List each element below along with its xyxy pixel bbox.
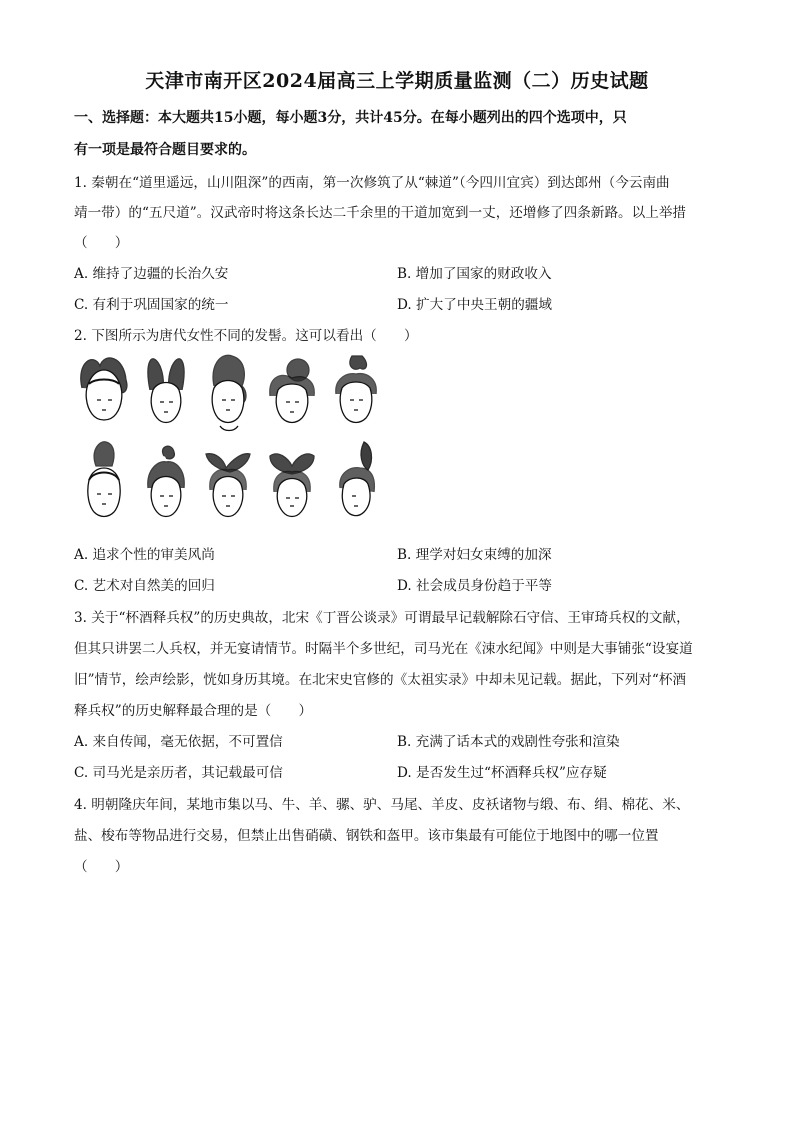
q3-stem-line-4: 释兵权”的历史解释最合理的是（ ） xyxy=(74,703,313,719)
q3-stem-line-3: 旧”情节，绘声绘影，恍如身历其境。在北宋史官修的《太祖实录》中却未见记载。据此，下列对“杯酒 xyxy=(74,672,687,688)
q2-option-c: C. 艺术对自然美的回归 xyxy=(74,578,215,594)
q1-option-d: D. 扩大了中央王朝的疆域 xyxy=(397,297,552,313)
hairstyle-portrait-3 xyxy=(212,355,246,430)
q4-stem-line-1: 4. 明朝隆庆年间，某地市集以马、牛、羊、骡、驴、马尾、羊皮、皮袄诸物与缎、布、绢、棉花、米、 xyxy=(74,797,690,813)
q3-stem-line-2: 但其只讲罢二人兵权，并无宴请情节。时隔半个多世纪，司马光在《涑水纪闻》中则是大事铺张“设宴道 xyxy=(74,641,693,657)
hairstyle-portrait-1 xyxy=(81,358,127,420)
hairstyle-portrait-7 xyxy=(148,446,184,516)
hairstyle-portrait-5 xyxy=(336,356,376,423)
q1-stem-line-2: 靖一带）的“五尺道”。汉武帝时将这条长达二千余里的干道加宽到一丈，还增修了四条新路。以上举措 xyxy=(74,205,687,221)
q1-option-c: C. 有利于巩固国家的统一 xyxy=(74,297,229,313)
q1-option-a: A. 维持了边疆的长治久安 xyxy=(74,266,229,282)
q3-option-d: D. 是否发生过“杯酒释兵权”应存疑 xyxy=(397,765,607,781)
q2-option-d: D. 社会成员身份趋于平等 xyxy=(397,578,552,594)
q4-stem-line-3: （ ） xyxy=(74,859,129,875)
section-instruction-line-1: 一、选择题：本大题共15小题，每小题3分，共计45分。在每小题列出的四个选项中，只 xyxy=(74,110,627,126)
q3-option-b: B. 充满了话本式的戏剧性夸张和渲染 xyxy=(397,734,620,750)
exam-title: 天津市南开区2024届高三上学期质量监测（二）历史试题 xyxy=(145,70,649,92)
q1-stem-line-3: （ ） xyxy=(74,235,129,251)
q1-stem-line-1: 1. 秦朝在“道里遥远，山川阻深”的西南，第一次修筑了从“棘道”（今四川宜宾）到达郎州（今云南曲 xyxy=(74,175,670,191)
q1-option-b: B. 增加了国家的财政收入 xyxy=(397,266,552,282)
q3-option-a: A. 来自传闻，毫无依据，不可置信 xyxy=(74,734,283,750)
hairstyle-portrait-2 xyxy=(148,359,184,423)
section-instruction-line-2: 有一项是最符合题目要求的。 xyxy=(74,142,256,158)
hairstyle-portrait-10 xyxy=(340,442,375,516)
hairstyle-portrait-4 xyxy=(270,359,314,423)
hairstyle-figure xyxy=(74,352,394,534)
q2-option-a: A. 追求个性的审美风尚 xyxy=(74,547,215,563)
q2-stem-line-1: 2. 下图所示为唐代女性不同的发髻。这可以看出（ ） xyxy=(74,328,418,344)
q3-stem-line-1: 3. 关于“杯酒释兵权”的历史典故，北宋《丁晋公谈录》可谓最早记载解除石守信、王审琦兵权的文献， xyxy=(74,610,690,626)
q2-option-b: B. 理学对妇女束缚的加深 xyxy=(397,547,552,563)
hairstyle-portrait-6 xyxy=(88,442,120,517)
hairstyle-portrait-9 xyxy=(270,454,314,517)
q4-stem-line-2: 盐、梭布等物品进行交易，但禁止出售硝磺、钢铁和盔甲。该市集最有可能位于地图中的哪一位置 xyxy=(74,828,659,844)
hairstyle-portrait-8 xyxy=(206,454,250,517)
q3-option-c: C. 司马光是亲历者，其记载最可信 xyxy=(74,765,283,781)
